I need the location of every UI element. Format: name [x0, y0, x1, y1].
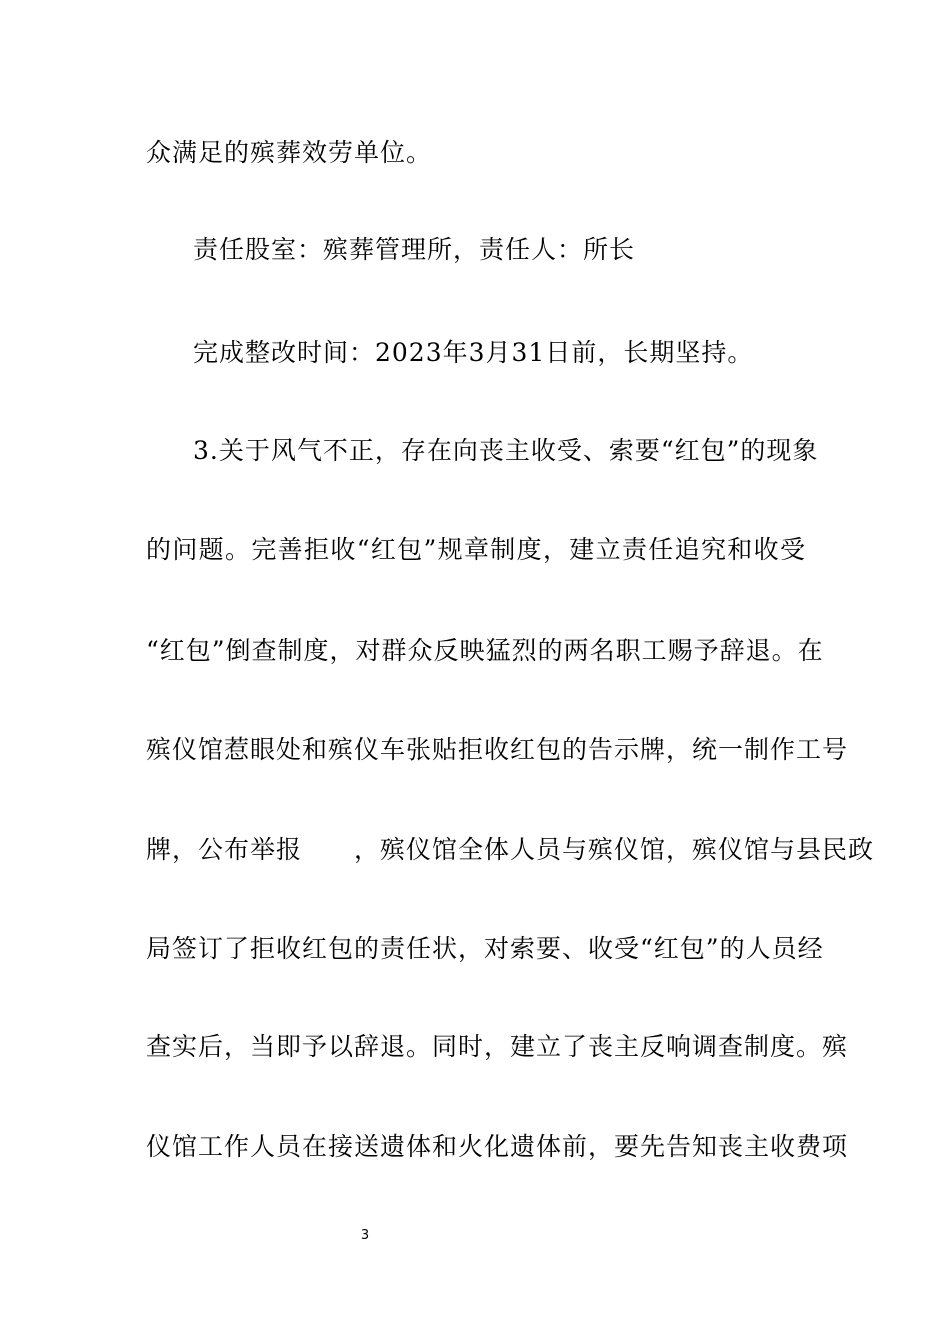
paragraph-line-7: 殡仪馆惹眼处和殡仪车张贴拒收红包的告示牌，统一制作工号 — [146, 735, 849, 764]
responsible-office-line: 责任股室：殡葬管理所，责任人：所长 — [193, 235, 636, 264]
paragraph-line-1: 众满足的殡葬效劳单位。 — [146, 138, 433, 167]
item-3-heading-line: 3.关于风气不正，存在向丧主收受、索要“红包”的现象 — [193, 436, 819, 465]
completion-time-line: 完成整改时间：2023年3月31日前，长期坚持。 — [193, 338, 754, 367]
paragraph-line-11: 仪馆工作人员在接送遗体和火化遗体前，要先告知丧主收费项 — [146, 1132, 849, 1161]
page-number: 3 — [360, 1228, 370, 1243]
paragraph-line-9: 局签订了拒收红包的责任状，对索要、收受“红包”的人员经 — [146, 934, 824, 963]
paragraph-line-8: 牌，公布举报 ，殡仪馆全体人员与殡仪馆，殡仪馆与县民政 — [146, 835, 875, 864]
paragraph-line-5: 的问题。完善拒收“红包”规章制度，建立责任追究和收受 — [146, 535, 806, 564]
paragraph-line-10: 查实后，当即予以辞退。同时，建立了丧主反响调查制度。殡 — [146, 1032, 849, 1061]
paragraph-line-6: “红包”倒查制度，对群众反映猛烈的两名职工赐予辞退。在 — [146, 636, 824, 665]
